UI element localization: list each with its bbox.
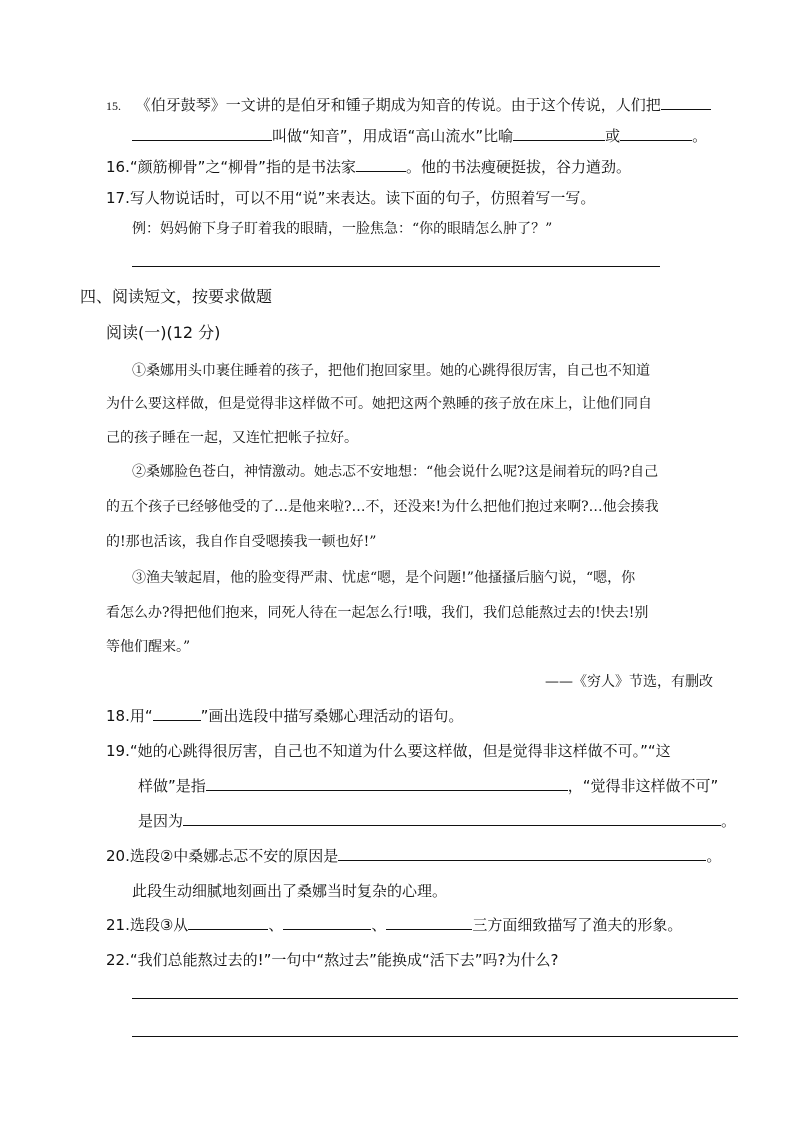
question-20-text-b: 。 <box>706 847 722 865</box>
question-15-line-2 <box>132 126 707 146</box>
answer-blank-21c[interactable] <box>386 915 472 930</box>
question-20-number: 20. <box>106 847 130 865</box>
question-21-line <box>106 915 682 935</box>
question-22-text: “我们总能熬过去的!”一句中“熬过去”能换成“活下去”吗?为什么? <box>129 951 559 969</box>
question-19-text-d: 是因为 <box>138 812 184 830</box>
passage-p1-line-2: 为什么要这样做，但是觉得非这样做不可。她把这两个熟睡的孩子放在床上，让他们同自 <box>106 396 652 412</box>
question-19-text-a: “她的心跳得很厉害，自己也不知道为什么要这样做，但是觉得非这样做不可。”“这 <box>129 742 671 760</box>
question-17-example: 例：妈妈俯下身子盯着我的眼睛，一脸焦急：“你的眼睛怎么肿了？” <box>132 221 553 237</box>
question-18-text-a: 用“ <box>129 707 153 725</box>
question-15-number: 15. <box>106 99 121 113</box>
answer-blank-15a[interactable] <box>661 95 711 110</box>
question-21-number: 21. <box>106 916 130 934</box>
question-18-number: 18. <box>106 707 130 725</box>
question-21-text-c: 、 <box>371 916 387 934</box>
question-19-number: 19. <box>106 742 130 760</box>
question-19-text-c: ，“觉得非这样做不可” <box>567 777 719 795</box>
question-20-text-a: 选段②中桑娜忐忑不安的原因是 <box>129 847 339 865</box>
question-15-line-1 <box>106 95 711 116</box>
question-15-text-d: 。 <box>692 127 708 145</box>
question-18-text-b: ”画出选段中描写桑娜心理活动的语句。 <box>200 707 464 725</box>
question-19-text-b: 样做”是指 <box>138 777 206 795</box>
reading-1-title: 阅读(一)(12 分) <box>106 323 221 342</box>
passage-p2-line-3: 的!那也活该，我自作自受嗯揍我一顿也好!” <box>106 534 377 550</box>
question-17-text: 写人物说话时，可以不用“说”来表达。读下面的句子，仿照着写一写。 <box>129 189 596 207</box>
question-17-number: 17. <box>106 189 130 207</box>
question-19-text-e: 。 <box>721 812 737 830</box>
question-15-text-c: 或 <box>605 127 621 145</box>
answer-blank-19a[interactable] <box>206 776 568 791</box>
answer-blank-16[interactable] <box>356 157 406 172</box>
section-4-title: 四、阅读短文，按要求做题 <box>80 287 273 306</box>
question-22-number: 22. <box>106 951 130 969</box>
answer-blank-21a[interactable] <box>188 915 268 930</box>
answer-blank-21b[interactable] <box>283 915 371 930</box>
passage-p1-line-1: ①桑娜用头巾裹住睡着的孩子，把他们抱回家里。她的心跳得很厉害，自己也不知道 <box>132 363 650 379</box>
passage-p2-line-1: ②桑娜脸色苍白，神情激动。她忐忑不安地想：“他会说什么呢?这是闹着玩的吗?自己 <box>132 464 659 480</box>
question-18-line <box>106 706 463 726</box>
underline-sample <box>153 706 201 721</box>
question-15-text: 《伯牙鼓琴》一文讲的是伯牙和锺子期成为知音的传说。由于这个传说，人们把 <box>135 96 661 114</box>
answer-blank-19b[interactable] <box>183 811 721 826</box>
answer-blank-15c[interactable] <box>513 126 605 141</box>
answer-line-22a[interactable] <box>132 998 738 999</box>
passage-p2-line-2: 的五个孩子已经够他受的了…是他来啦?…不，还没来!为什么把他们抱过来啊?…他会揍我 <box>106 499 659 515</box>
answer-blank-15b[interactable] <box>132 126 272 141</box>
passage-p3-line-2: 看怎么办?得把他们抱来，同死人待在一起怎么行!哦，我们，我们总能熬过去的!快去!别 <box>106 605 649 621</box>
question-19-line-3 <box>138 811 736 831</box>
passage-source: ——《穷人》节选，有删改 <box>545 674 713 690</box>
question-20-line-2: 此段生动细腻地刻画出了桑娜当时复杂的心理。 <box>132 882 448 900</box>
question-17-line <box>106 188 595 208</box>
question-16-text-a: “颜筋柳骨”之“柳骨”指的是书法家 <box>129 158 356 176</box>
passage-p1-line-3: 己的孩子睡在一起，又连忙把帐子拉好。 <box>106 430 358 446</box>
passage-p3-line-3: 等他们醒来。” <box>106 639 191 655</box>
question-16-line <box>106 157 631 177</box>
question-16-text-b: 。他的书法瘦硬挺拔，谷力遒劲。 <box>405 158 631 176</box>
question-20-line-1 <box>106 846 721 866</box>
question-21-text-d: 三方面细致描写了渔夫的形象。 <box>472 916 683 934</box>
answer-blank-20[interactable] <box>338 846 706 861</box>
answer-line-22b[interactable] <box>132 1036 738 1037</box>
question-16-number: 16. <box>106 158 130 176</box>
question-21-text-a: 选段③从 <box>129 916 189 934</box>
question-19-line-2 <box>138 776 718 796</box>
answer-line-17[interactable] <box>132 266 660 267</box>
question-21-text-b: 、 <box>268 916 284 934</box>
question-19-line-1 <box>106 741 671 761</box>
question-22-line <box>106 950 558 970</box>
passage-p3-line-1: ③渔夫皱起眉，他的脸变得严肃、忧虑“嗯，是个问题!”他搔搔后脑勺说，“嗯，你 <box>132 570 636 586</box>
answer-blank-15d[interactable] <box>620 126 692 141</box>
question-15-text-b: 叫做“知音”，用成语“高山流水”比喻 <box>272 127 514 145</box>
